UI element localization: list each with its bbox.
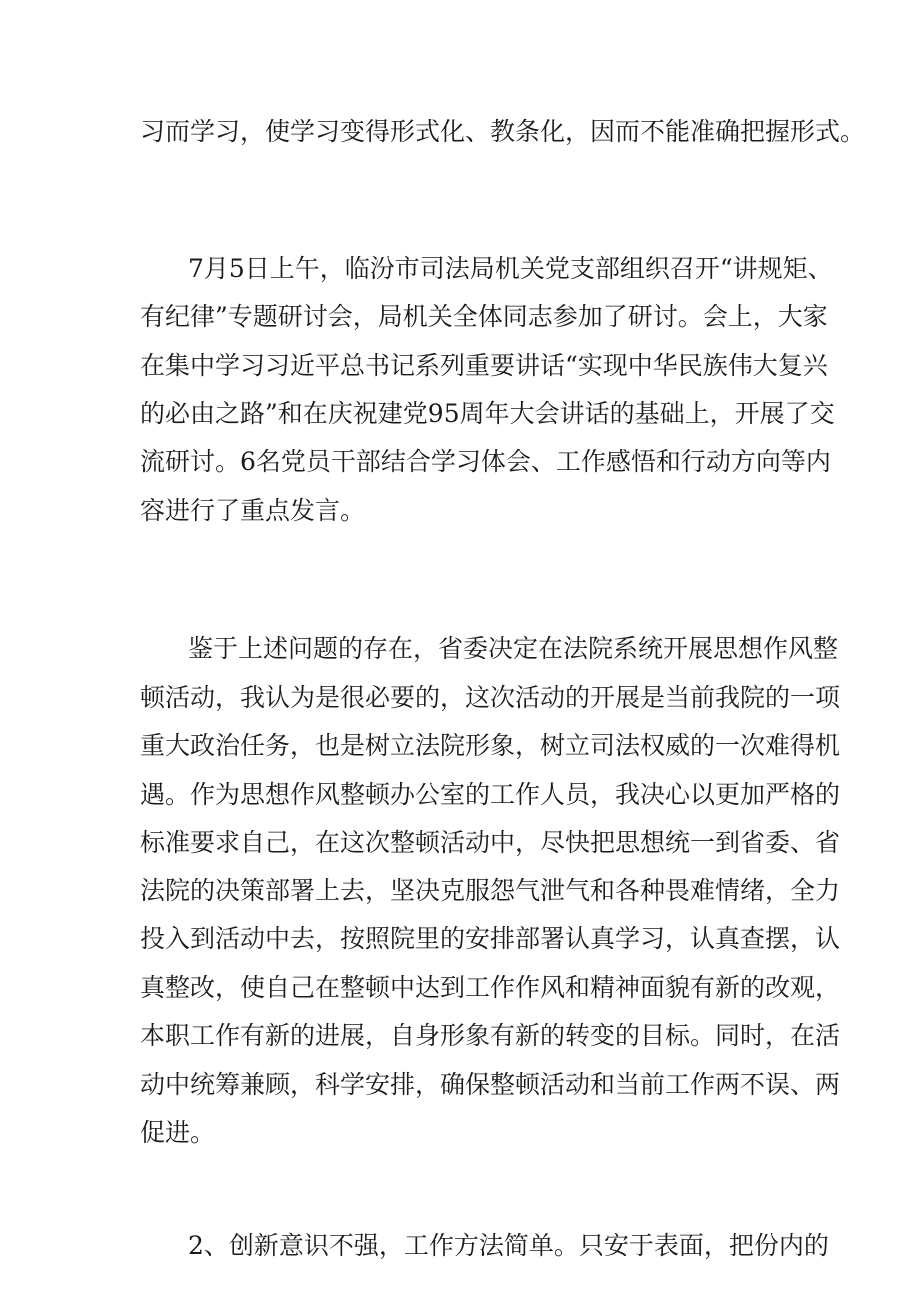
paragraph-line: 容进行了重点发言。 xyxy=(140,496,366,525)
paragraph-line: 法院的决策部署上去，坚决克服怨气泄气和各种畏难情绪，全力 xyxy=(140,876,841,905)
paragraph-line: 有纪律”专题研讨会，局机关全体同志参加了研讨。会上，大家 xyxy=(140,302,828,331)
paragraph-line: 2、创新意识不强，工作方法简单。只安于表面，把份内的 xyxy=(188,1231,829,1260)
paragraph-line: 真整改，使自己在整顿中达到工作作风和精神面貌有新的改观， xyxy=(140,973,841,1002)
paragraph-line: 在集中学习习近平总书记系列重要讲话“实现中华民族伟大复兴 xyxy=(140,351,828,380)
paragraph-line: 的必由之路”和在庆祝建党95周年大会讲话的基础上，开展了交 xyxy=(140,399,835,428)
paragraph-line: 标准要求自己，在这次整顿活动中，尽快把思想统一到省委、省 xyxy=(140,828,841,857)
paragraph-line: 流研讨。6名党员干部结合学习体会、工作感悟和行动方向等内 xyxy=(140,447,831,476)
paragraph-line: 重大政治任务，也是树立法院形象，树立司法权威的一次难得机 xyxy=(140,731,841,760)
paragraph-line: 促进。 xyxy=(140,1118,216,1147)
paragraph-line: 鉴于上述问题的存在，省委决定在法院系统开展思想作风整 xyxy=(188,634,839,663)
paragraph-line: 7月5日上午，临汾市司法局机关党支部组织召开“讲规矩、 xyxy=(188,254,833,283)
paragraph-line: 动中统筹兼顾，科学安排，确保整顿活动和当前工作两不误、两 xyxy=(140,1070,841,1099)
paragraph-line: 顿活动，我认为是很必要的，这次活动的开展是当前我院的一项 xyxy=(140,683,841,712)
paragraph-line: 本职工作有新的进展，自身形象有新的转变的目标。同时，在活 xyxy=(140,1021,841,1050)
paragraph-line: 遇。作为思想作风整顿办公室的工作人员，我决心以更加严格的 xyxy=(140,780,841,809)
paragraph-line: 投入到活动中去，按照院里的安排部署认真学习，认真查摆，认 xyxy=(140,924,841,953)
paragraph-line: 习而学习，使学习变得形式化、教条化，因而不能准确把握形式。 xyxy=(140,117,866,146)
